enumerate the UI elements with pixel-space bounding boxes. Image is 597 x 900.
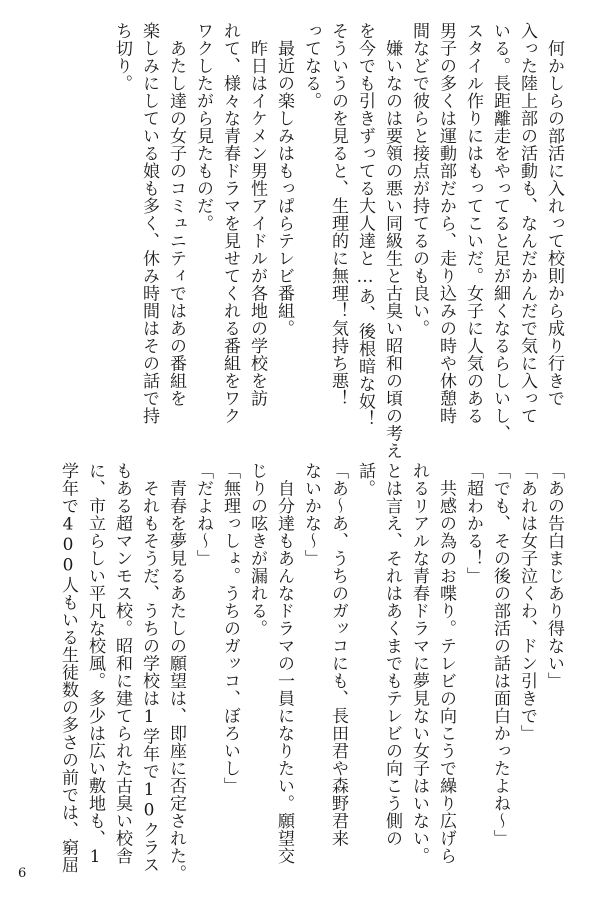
text-line: 共感の為のお喋り。テレビの向こうで繰り広げら [436, 462, 456, 865]
text-line: じりの呟きが漏れる。 [247, 462, 267, 637]
text-line: れるリアルな青春ドラマに夢見ない女子はいない。 [409, 462, 429, 865]
text-line: ってなる。 [301, 22, 321, 110]
text-line: れて、様々な青春ドラマを見せてくれる番組をワク [220, 22, 240, 425]
text-line: 自分達もあんなドラマの一員になりたい。願望交 [274, 462, 294, 865]
text-line: いる。長距離走をやってると足が細くなるらしいし、 [490, 22, 510, 442]
text-line: 「無理っしょ。うちのガッコ、ぼろいし」 [220, 462, 240, 795]
text-block-bottom [35, 462, 567, 882]
text-line: 最近の楽しみはもっぱらテレビ番組。 [274, 22, 294, 337]
text-line: 学年で400人もいる生徒数の多さの前では、窮屈 [58, 462, 78, 874]
text-line: 「でも、その後の部活の話は面白かったよね～」 [490, 462, 510, 847]
text-line: そういうのを見ると、生理的に無理！気持ち悪！ [328, 22, 348, 407]
text-line: 話。 [355, 462, 375, 497]
text-line: もある超マンモス校。昭和に建てられた古臭い校舎 [112, 462, 132, 865]
text-line: 間などで彼らと接点が持てるのも良い。 [409, 22, 429, 337]
text-line: ち切り。 [112, 22, 132, 92]
text-line: 「超わかる！」 [463, 462, 483, 585]
text-line: 男子の多くは運動部だから、走り込みの時や休憩時 [436, 22, 456, 425]
text-block-top [35, 22, 567, 460]
text-line: を今でも引きずってる大人達と…あ、後根暗な奴！ [355, 22, 375, 428]
text-line: ないかな～」 [301, 462, 321, 567]
text-line: 「あれは女子泣くわ、ドン引きで」 [517, 462, 537, 742]
text-line: 何かしらの部活に入れって校則から成り行きで [544, 22, 564, 407]
text-line: とは言え、それはあくまでもテレビの向こう側の [382, 462, 402, 847]
text-line: に、市立らしい平凡な校風。多少は広い敷地も、1 [85, 462, 105, 868]
text-line: それもそうだ、うちの学校は1学年で10クラス [139, 462, 159, 874]
text-line: ワクしたがら見たものだ。 [193, 22, 213, 232]
text-line: あたし達の女子のコミュニティではあの番組を [166, 22, 186, 407]
text-line: 青春を夢見るあたしの願望は、即座に否定された。 [166, 462, 186, 882]
text-line: 楽しみにしている娘も多く、休み時間はその話で持 [139, 22, 159, 425]
text-line: スタイル作りにはもってこいだ。女子に人気のある [463, 22, 483, 425]
text-line: 「あ～あ、うちのガッコにも、長田君や森野君来 [328, 462, 348, 847]
text-line: 昨日はイケメン男性アイドルが各地の学校を訪 [247, 22, 267, 407]
text-line: 入った陸上部の活動も、なんだかんだで気に入って [517, 22, 537, 425]
page-number: 6 [18, 866, 27, 881]
text-line: 「あの告白まじあり得ない」 [544, 462, 564, 690]
text-line: 嫌いなのは要領の悪い同級生と古臭い昭和の頃の考え [382, 22, 402, 460]
text-line: 「だよね～」 [193, 462, 213, 567]
